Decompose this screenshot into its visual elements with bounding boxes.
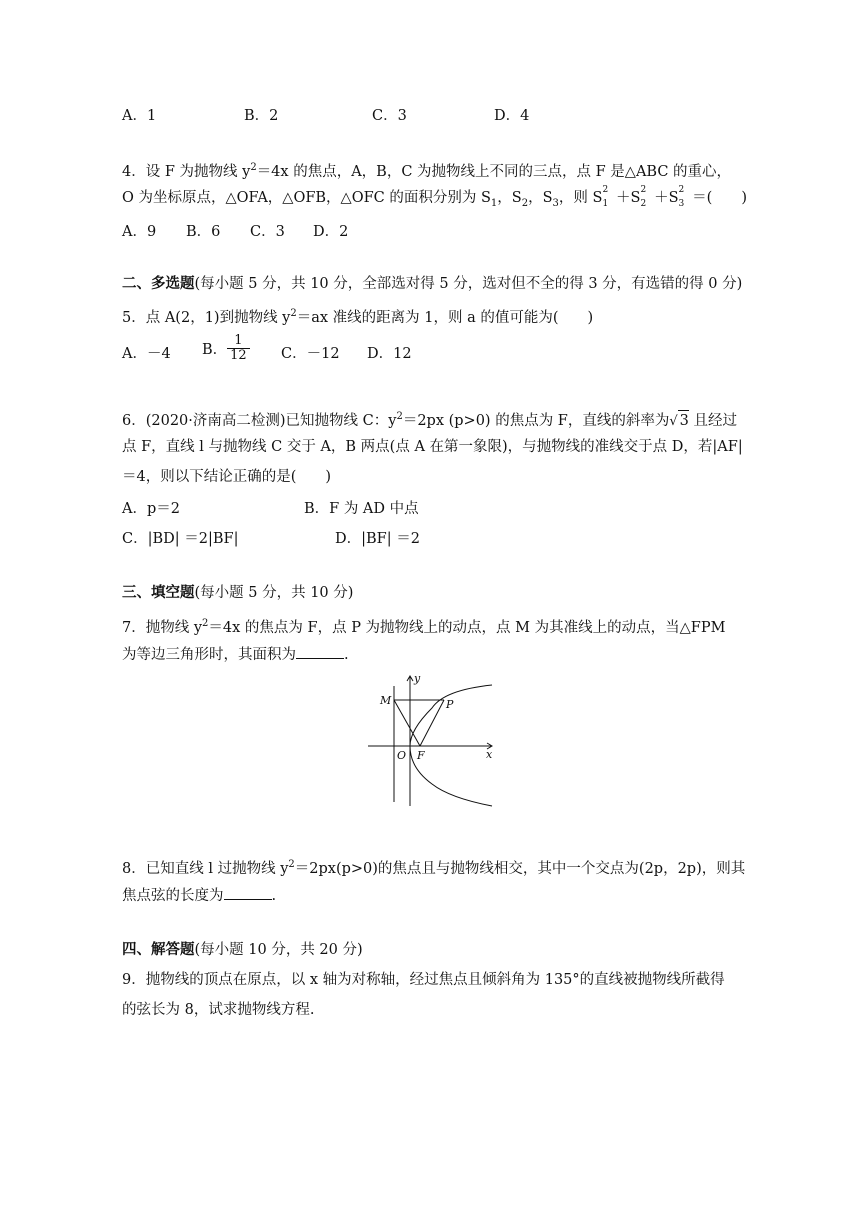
q4-text: ＝4x 的焦点，A，B，C 为抛物线上不同的三点，点 F 是△ABC 的重心， [256,163,732,180]
q4-sq-term: 2 3 [678,185,685,209]
section-title: 四、解答题 [122,941,195,958]
q4-line-1 [122,158,731,182]
q4-option-c: C．3 [250,224,285,240]
q4-subscript: 2 [521,197,529,209]
q6-text: ＝2px (p>0) 的焦点为 F，直线的斜率为 [402,412,670,429]
q4-subscript: 1 [490,197,498,209]
q6-option-b: B．F 为 AD 中点 [304,501,419,517]
q6-option-d: D．|BF| ＝2 [335,531,420,547]
q6-text: 且经过 [688,412,738,429]
q5-option-b [202,334,250,363]
q4-text: 4．设 F 为抛物线 y [122,163,251,180]
label-p: P [446,698,454,711]
q9-line-1: 9．抛物线的顶点在原点，以 x 轴为对称轴，经过焦点且倾斜角为 135°的直线被抛物线所截得 [122,972,725,988]
q6-option-a: A．p＝2 [122,501,180,517]
q8-text: 焦点弦的长度为 [122,888,224,904]
q8-text: . [271,888,277,904]
segment-pf [420,700,444,746]
q8-text: 8．已知直线 l 过抛物线 y [122,860,289,877]
q6-text: 6．(2020·济南高二检测)已知抛物线 C：y [122,412,397,429]
q4-sq-term: 2 1 [602,185,609,209]
q6-line-1 [122,407,737,432]
section-note: (每小题 5 分，共 10 分) [194,585,354,601]
q3-option-c: C．3 [372,108,407,124]
label-y: y [414,672,421,685]
q8-line-2 [122,885,276,906]
section-note: (每小题 10 分，共 20 分) [194,942,363,958]
segment-mf [394,700,420,746]
q3-option-d: D．4 [494,108,530,124]
label-o: O [397,749,407,762]
section-title: 二、多选题 [122,275,195,292]
q3-option-a: A．1 [122,108,157,124]
q5-text: 5．点 A(2，1)到抛物线 y [122,309,291,326]
q4-option-b: B．6 [186,224,221,240]
q7-text: 为等边三角形时，其面积为 [122,647,296,663]
label-x: x [486,748,493,761]
q8-exponent: 2 [288,859,295,870]
q4-line-2 [122,185,747,214]
q5-option-c: C．－12 [281,346,340,362]
q8-line-1 [122,855,745,879]
answer-blank[interactable] [224,885,272,900]
section-3-heading [122,583,353,603]
q4-text: ＋S [611,190,641,206]
q7-exponent: 2 [202,618,209,629]
label-m: M [380,694,392,707]
section-4-heading [122,940,363,960]
q4-text: ，则 S [558,190,603,206]
q6-line-3: ＝4，则以下结论正确的是( ) [122,469,332,485]
answer-blank[interactable] [296,644,344,659]
q4-text: O 为坐标原点，△OFA，△OFB，△OFC 的面积分别为 S [122,190,491,206]
q5-stem [122,304,593,328]
q7-text: 7．抛物线 y [122,619,203,636]
q4-text: ，S [497,190,522,206]
q6-option-c: C．|BD| ＝2|BF| [122,531,239,547]
q4-sq-term: 2 2 [640,185,647,209]
q5-option-a: A．－4 [122,346,171,362]
q4-text: ＋S [649,190,679,206]
q4-text: ＝( ) [687,190,747,206]
q5-option-b-label: B． [202,342,228,358]
parabola-figure [360,668,500,808]
section-title: 三、填空题 [122,584,195,601]
q7-line-1 [122,614,725,638]
q5-fraction: $\frac{1}{12}$ [227,334,250,363]
q9-line-2: 的弦长为 8，试求抛物线方程. [122,1002,315,1018]
q7-line-2 [122,644,349,665]
sqrt-sign: √ [669,413,678,429]
q5-exponent: 2 [290,308,297,319]
q8-text: ＝2px(p>0)的焦点且与抛物线相交，其中一个交点为(2p，2p)，则其 [294,860,746,877]
q7-text: ＝4x 的焦点为 F，点 P 为抛物线上的动点，点 M 为其准线上的动点，当△FPM [208,619,726,636]
sqrt-radicand: 3 [678,410,689,431]
q4-option-a: A．9 [122,224,157,240]
section-note: (每小题 5 分，共 10 分，全部选对得 5 分，选对但不全的得 3 分，有选错的得 0 分) [194,276,743,292]
q4-exponent: 2 [250,162,257,173]
q4-option-d: D．2 [313,224,349,240]
q6-exponent: 2 [396,411,403,422]
q6-line-2: 点 F，直线 l 与抛物线 C 交于 A，B 两点(点 A 在第一象限)，与抛物线的准线交于点 D，若|AF| [122,439,743,455]
q3-option-b: B．2 [244,108,279,124]
section-2-heading [122,274,742,294]
label-f: F [417,749,425,762]
q5-option-d: D．12 [367,346,412,362]
q4-subscript: 3 [552,197,559,209]
q5-text: ＝ax 准线的距离为 1，则 a 的值可能为( ) [296,309,594,326]
q7-text: . [344,647,349,663]
q4-text: ，S [528,190,553,206]
